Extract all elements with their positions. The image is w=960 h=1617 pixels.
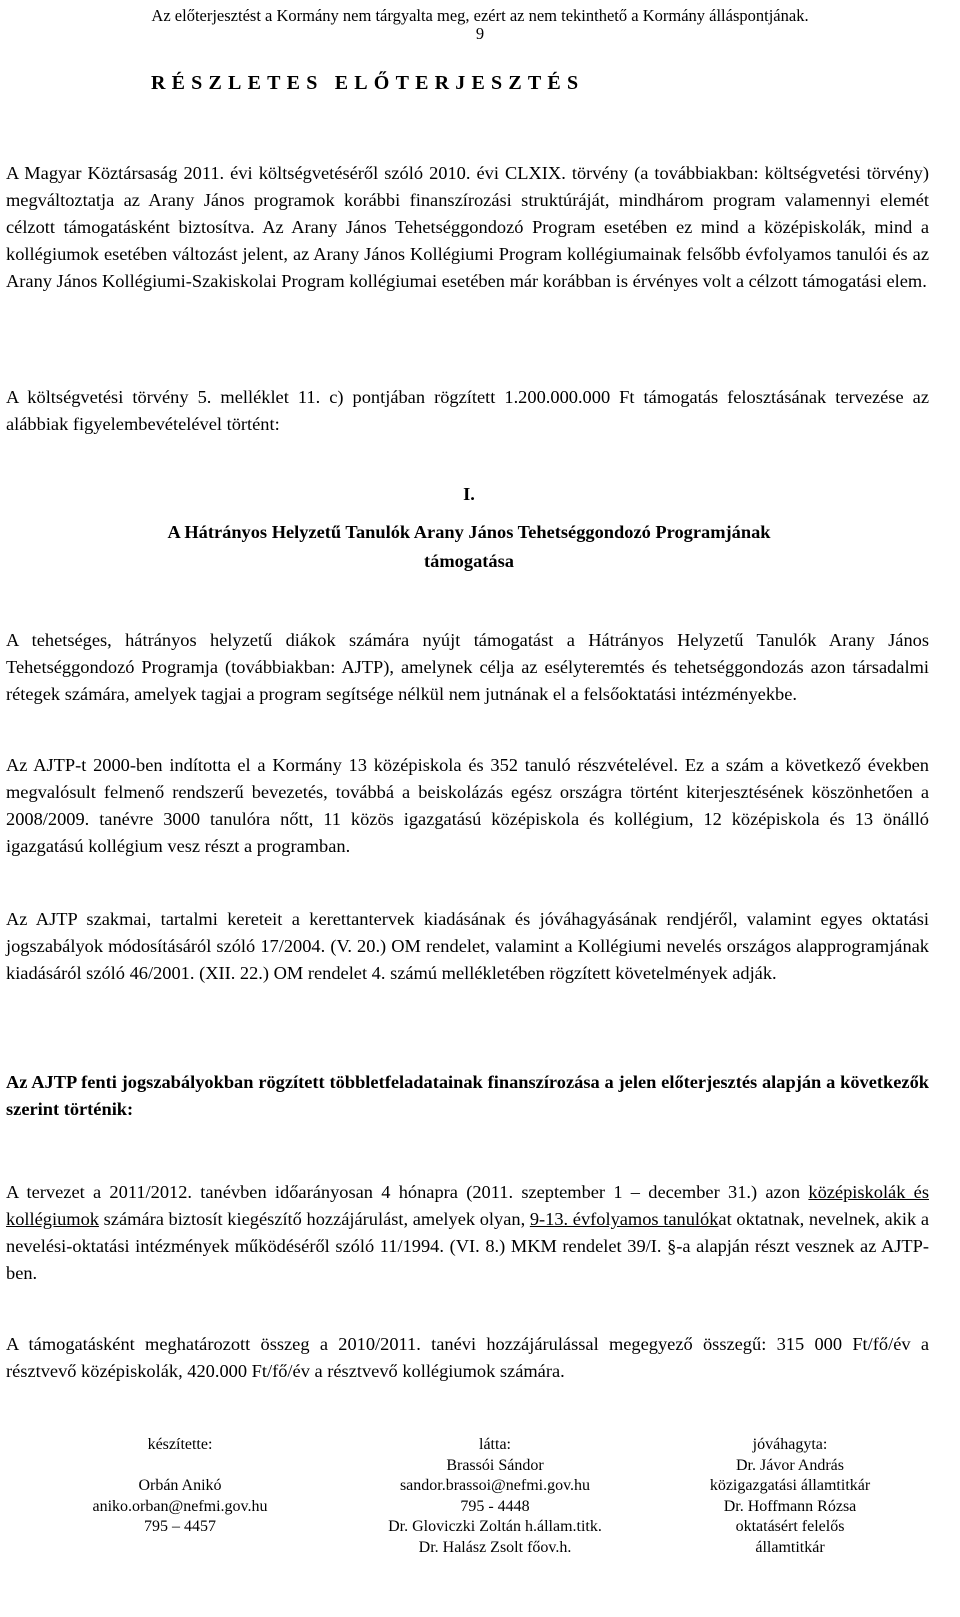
seen-name-3: Dr. Halász Zsolt főov.h.	[418, 1538, 572, 1556]
section-paragraph-3: Az AJTP szakmai, tartalmi kereteit a kerettantervek kiadásának és jóváhagyásának rendjéről, valamint egyes oktatási jogszabályok módosításáról szóló 17/2004. (V. 20.) OM rendelet, valamint a Kollégiumi nevelés országos alapprogramjának kiadásáról szóló 46/2001. (XII. 22.) OM rendelet 4. számú mellékletében rögzített követelmények adják.	[6, 909, 929, 983]
section-paragraph-2: Az AJTP-t 2000-ben indította el a Kormány 13 középiskola és 352 tanuló részvételével. Ez a szám a következő években megvalósult felmenő rendszerű bevezetés, továbbá a beiskolázás egész országra történt kiterjesztésének köszönhetően a 2008/2009. tanévre 3000 tanulóra nőtt, 11 közös igazgatású középiskola és kollégium, 12 középiskola és 13 önálló igazgatású kollégium vesz részt a programban.	[6, 755, 929, 856]
document-title: RÉSZLETES ELŐTERJESZTÉS	[151, 72, 585, 94]
section-number: I.	[463, 484, 475, 504]
approved-title-2a: oktatásért felelős	[735, 1518, 845, 1536]
approved-name: Dr. Jávor András	[736, 1456, 844, 1474]
intro-paragraph-1: A Magyar Köztársaság 2011. évi költségvetéséről szóló 2010. évi CLXIX. törvény (a továbbiakban: költségvetési törvény) megváltoztatja az Arany János programok korábbi finanszírozási struktúráját, mindhárom program valamennyi elemét célzott támogatásként biztosítva. Az Arany János Tehetséggondozó Program esetében ez mind a középiskolák, mind a kollégiumok esetében változást jelent, az Arany János Kollégiumi Program kollégiumainak felsőbb évfolyamos tanulói és az Arany János Kollégiumi-Szakiskolai Program kollégiumai esetében már korábban is érvényes volt a célzott támogatási elem.	[6, 163, 929, 291]
approved-name-2: Dr. Hoffmann Rózsa	[723, 1497, 857, 1515]
page-number: 9	[475, 24, 485, 43]
approved-title: közigazgatási államtitkár	[709, 1477, 871, 1495]
p4-underlined-institutions: középiskolák és kollégiumok	[6, 1182, 930, 1229]
seen-name-2: Dr. Gloviczki Zoltán h.állam.titk.	[388, 1518, 602, 1536]
prepared-label: készítette:	[147, 1436, 213, 1453]
intro-paragraph-2: A költségvetési törvény 5. melléklet 11. c) pontjában rögzített 1.200.000.000 Ft támogatás felosztásának tervezése az alábbiak figyelembevételével történt:	[6, 387, 929, 434]
financing-statement: Az AJTP fenti jogszabályokban rögzített többletfeladatainak finanszírozása a jelen előterjesztés alapján a következők szerint történik:	[6, 1072, 929, 1119]
section-heading-line-1: A Hátrányos Helyzetű Tanulók Arany János Tehetséggondozó Programjának	[167, 522, 771, 542]
seen-phone: 795 - 4448	[460, 1497, 530, 1515]
prepared-email: aniko.orban@nefmi.gov.hu	[92, 1497, 268, 1515]
signature-seen	[370, 1435, 620, 1559]
approved-title-2b: államtitkár	[755, 1538, 825, 1556]
prepared-name: Orbán Anikó	[138, 1477, 222, 1495]
header-disclaimer: Az előterjesztést a Kormány nem tárgyalta meg, ezért az nem tekinthető a Kormány álláspontjának.	[151, 6, 809, 25]
p4-underlined-grades: 9-13. évfolyamos tanulók	[529, 1209, 719, 1229]
section-paragraph-4	[6, 1179, 929, 1287]
p4-text-c: at oktatnak, nevelnek, akik a nevelési-oktatási intézmények működéséről szóló 11/1994. (VI. 8.) MKM rendelet 39/I. §-a alapján részt vesznek az AJTP-ben.	[6, 1209, 930, 1283]
p4-text-a: A tervezet a 2011/2012. tanévben időarányosan 4 hónapra (2011. szeptember 1 – december 31.) azon	[6, 1182, 809, 1202]
p4-text-b: számára biztosít kiegészítő hozzájárulást, amelyek olyan,	[98, 1209, 530, 1229]
signature-approved	[665, 1435, 915, 1559]
seen-email: sandor.brassoi@nefmi.gov.hu	[399, 1477, 591, 1495]
section-heading-line-2: támogatása	[424, 551, 514, 571]
seen-name: Brassói Sándor	[446, 1456, 544, 1474]
prepared-phone: 795 – 4457	[144, 1518, 216, 1536]
approved-label: jóváhagyta:	[752, 1436, 828, 1453]
section-paragraph-5: A támogatásként meghatározott összeg a 2010/2011. tanévi hozzájárulással megegyező összegű: 315 000 Ft/fő/év a résztvevő középiskolák, 420.000 Ft/fő/év a résztvevő kollégiumok számára.	[6, 1334, 929, 1381]
section-paragraph-1: A tehetséges, hátrányos helyzetű diákok számára nyújt támogatást a Hátrányos Helyzetű Tanulók Arany János Tehetséggondozó Programja (továbbiakban: AJTP), amelynek célja az esélyteremtés és tehetséggondozás azon társadalmi rétegek számára, amelyek tagjai a program segítsége nélkül nem jutnának el a felsőoktatási intézményekbe.	[6, 630, 929, 704]
signature-prepared	[75, 1435, 285, 1538]
seen-label: látta:	[479, 1436, 511, 1453]
